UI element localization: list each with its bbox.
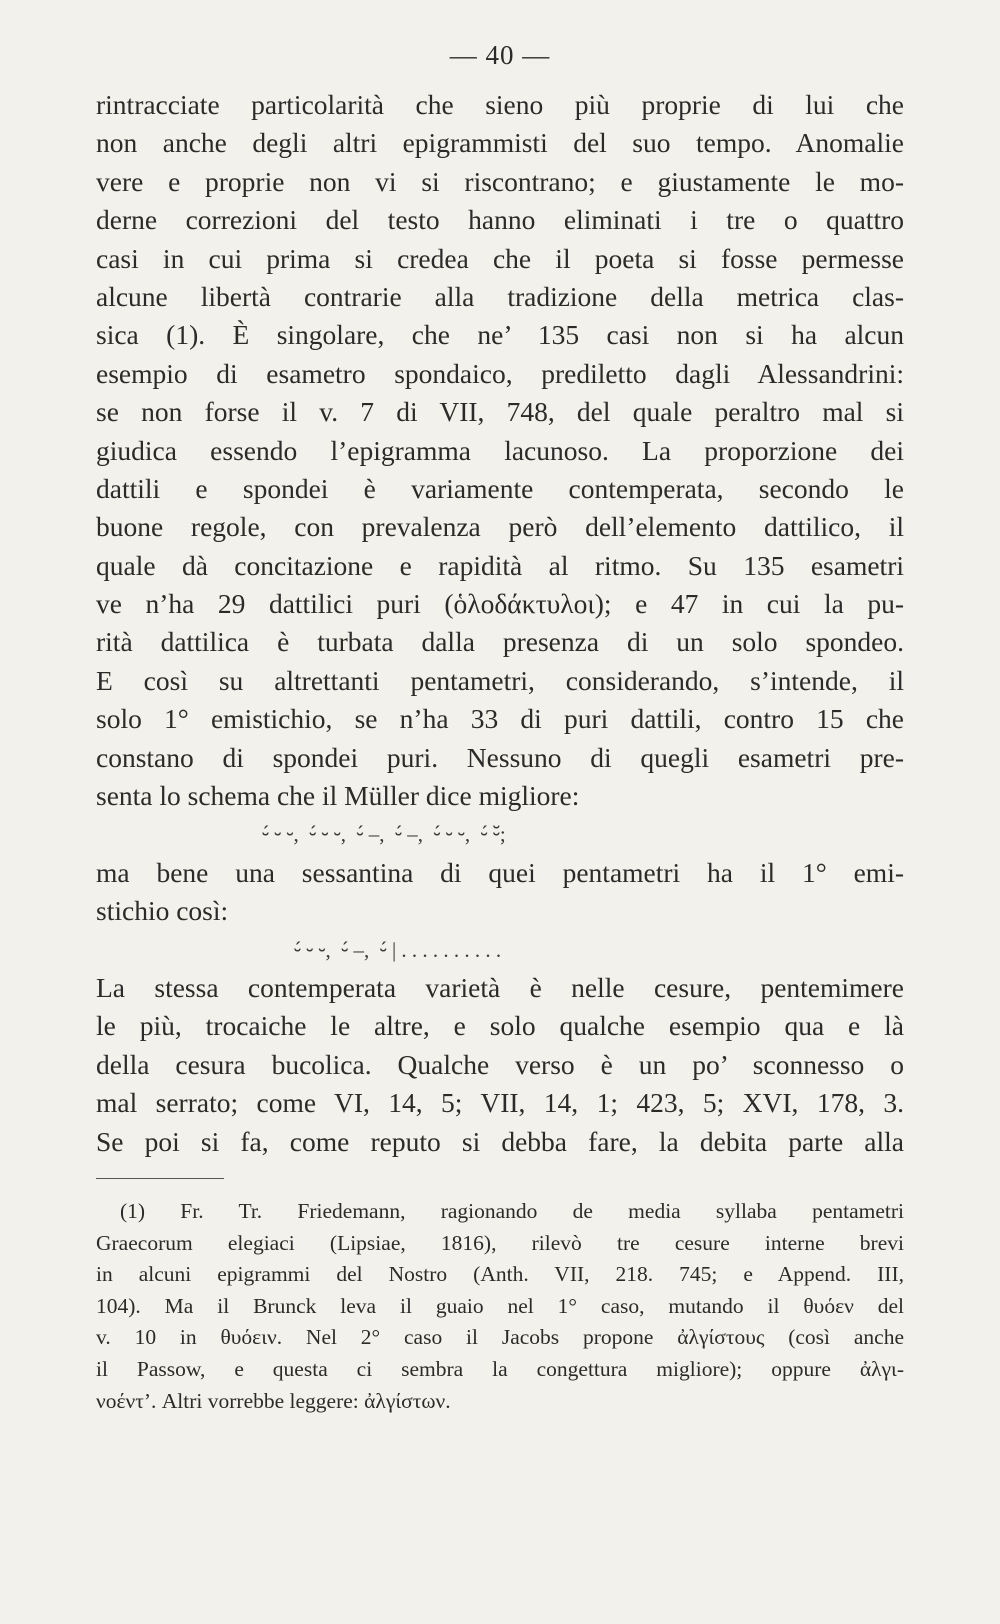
text-line: se non forse il v. 7 di VII, 748, del quale peraltro mal si [96, 396, 904, 428]
text-line: le più, trocaiche le altre, e solo qualche esempio qua e là [96, 1010, 904, 1042]
pentameter-scheme: ⏑́ ⏑ ⏑, ⏑́ –, ⏑́ | . . . . . . . . . . [294, 937, 502, 962]
footnote-line: v. 10 in θυόειν. Nel 2° caso il Jacobs propone ἀλγίστους (così anche [96, 1325, 904, 1350]
text-line: sica (1). È singolare, che ne’ 135 casi non si ha alcun [96, 319, 904, 351]
text-line: mal serrato; come VI, 14, 5; VII, 14, 1; 423, 5; XVI, 178, 3. [96, 1087, 904, 1119]
text-line: casi in cui prima si credea che il poeta si fosse permesse [96, 242, 904, 274]
text-line: derne correzioni del testo hanno eliminati i tre o quattro [96, 204, 904, 236]
hexameter-scheme: ⏑́ ⏑ ⏑, ⏑́ ⏑ ⏑, ⏑́ –, ⏑́ –, ⏑́ ⏑ ⏑, ⏑́ ⏑̆; [262, 822, 506, 847]
text-line: solo 1° emistichio, se n’ha 33 di puri dattili, contro 15 che [96, 703, 904, 735]
text-line: quale dà concitazione e rapidità al ritmo. Su 135 esametri [96, 549, 904, 581]
text-line: dattili e spondei è variamente contemperata, secondo le [96, 472, 904, 504]
main-text [96, 86, 904, 1161]
footnote-line: (1) Fr. Tr. Friedemann, ragionando de media syllaba pentametri [120, 1199, 904, 1223]
text-line: alcune libertà contrarie alla tradizione della metrica clas- [96, 280, 904, 312]
text-line: non anche degli altri epigrammisti del suo tempo. Anomalie [96, 127, 904, 159]
text-line: E così su altrettanti pentametri, considerando, s’intende, il [96, 664, 904, 696]
text-line: rintracciate particolarità che sieno più proprie di lui che [96, 89, 904, 120]
text-line: stichio così: [96, 895, 229, 927]
footnote [96, 1196, 904, 1417]
footnote-line: 104). Ma il Brunck leva il guaio nel 1° caso, mutando il θυόεν del [96, 1293, 904, 1318]
footnote-line: Graecorum elegiaci (Lipsiae, 1816), rilevò tre cesure interne brevi [96, 1230, 904, 1255]
text-line: rità dattilica è turbata dalla presenza di un solo spondeo. [96, 626, 904, 658]
text-line: constano di spondei puri. Nessuno di quegli esametri pre- [96, 741, 904, 773]
text-line: La stessa contemperata varietà è nelle cesure, pentemimere [96, 971, 904, 1003]
text-line: buone regole, con prevalenza però dell’elemento dattilico, il [96, 511, 904, 543]
footnote-line: νοέντ’. Altri vorrebbe leggere: ἀλγίστων. [96, 1388, 451, 1413]
text-line: senta lo schema che il Müller dice migliore: [96, 780, 580, 812]
text-line: Se poi si fa, come reputo si debba fare, la debita parte alla [96, 1125, 904, 1157]
text-line: esempio di esametro spondaico, prediletto dagli Alessandrini: [96, 357, 904, 389]
text-line: ve n’ha 29 dattilici puri (ὁλοδάκτυλοι); e 47 in cui la pu- [96, 588, 904, 620]
footnote-line: in alcuni epigrammi del Nostro (Anth. VII, 218. 745; e Append. III, [96, 1262, 904, 1287]
text-line: della cesura bucolica. Qualche verso è un po’ sconnesso o [96, 1048, 904, 1080]
footnote-line: il Passow, e questa ci sembra la congettura migliore); oppure ἀλγι- [96, 1356, 904, 1381]
text-line: vere e proprie non vi si riscontrano; e giustamente le mo- [96, 165, 904, 197]
text-line: ma bene una sessantina di quei pentametri ha il 1° emi- [96, 856, 904, 888]
text-line: giudica essendo l’epigramma lacunoso. La proporzione dei [96, 434, 904, 466]
footnote-rule [96, 1178, 224, 1179]
page-number: — 40 — [449, 40, 551, 70]
